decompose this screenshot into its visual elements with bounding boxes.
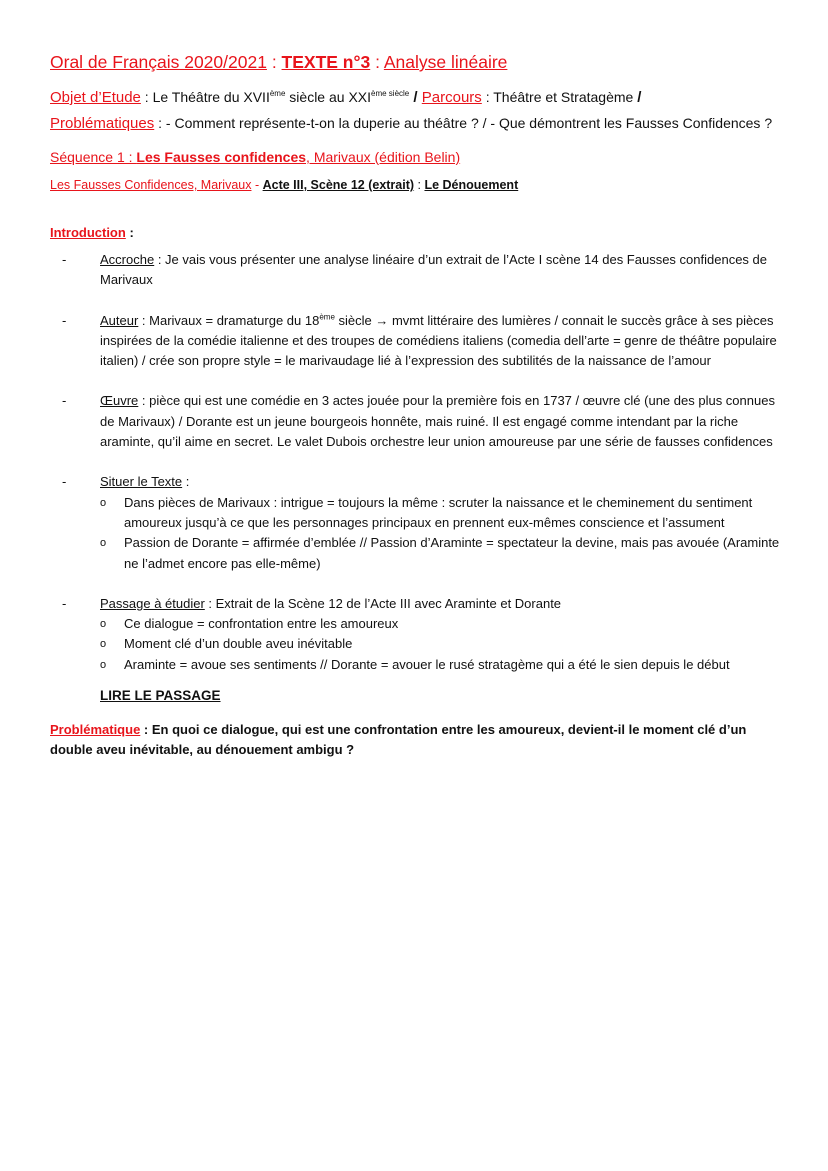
passage-label: Passage à étudier [100,595,205,611]
document-page [50,50,780,760]
accroche-label: Accroche [100,252,155,267]
sub-item: o Ce dialogue = confrontation entre les amoureux [100,614,780,634]
oeuvre-label: Œuvre [100,393,139,409]
problematiques-label: Problématiques [50,115,155,132]
objet-label: Objet d’Etude [50,89,141,106]
title-texte: TEXTE n°3 [281,52,371,72]
parcours-label: Parcours [421,89,482,106]
introduction-heading: Introduction : [50,225,134,240]
sub-item: o Moment clé d’un double aveu inévitable [100,634,780,654]
problematique-text: En quoi ce dialogue, qui est une confrontation entre les amoureux, devient-il le moment clé d’un double aveu inévitable, au dénouement ambigu ? [50,722,747,758]
objet-etude-block: Objet d’Etude : Le Théâtre du XVIIème siècle au $XXI^{ème siècle}$ / Parcours : Théâtre et Stratagème / Problématiques : - Comment représente-t-on la duperie au théâtre ? / - Que démontrent les Fausses Confidences ? [50,89,773,132]
title-analyse: Analyse linéaire [383,52,508,72]
sequence-title: Les Fausses confidences [136,149,307,165]
extrait-line: Les Fausses Confidences, Marivaux - Acte III, Scène 12 (extrait) : Le Dénouement [50,178,519,192]
sub-item: o Dans pièces de Marivaux : intrigue = toujours la même : scruter la naissance et le cheminement du sentiment amoureux jusqu’à ce que les personnages principaux en prennent eux-mêmes conscience et l’assument [100,493,780,534]
sub-item: o Passion de Dorante = affirmée d’emblée // Passion d’Araminte = spectateur la devine, mais pas avouée (Araminte ne l’admet encore pas elle-même) [100,533,780,574]
situer-sublist [100,493,780,574]
introduction-list [50,250,780,675]
list-item-oeuvre: - Œuvre : pièce qui est une comédie en 3 actes jouée pour la première fois en 1737 / œuvre clé (une des plus connues de Marivaux) / Dorante est un jeune bourgeois honnête, mais ruiné. Il est engagé comme intendant par la riche araminte, qu’il aime en secret. Le valet Dubois orchestre leur union amoureuse par une série de fausses confidences [50,391,780,452]
sequence-line: Séquence 1 : Les Fausses confidences, Marivaux (édition Belin) [50,149,461,165]
list-item-situer: - Situer le Texte : o Dans pièces de Marivaux : intrigue = toujours la même : scruter la naissance et le cheminement du sentiment amoureux jusqu’à ce que les personnages principaux en prennent eux-mêmes conscience et l’assument o Passion de Dorante = affirmée d’emblée // Passion d’Araminte = spectateur la devine, mais pas avouée (Araminte ne l’admet encore pas elle-même) [50,472,780,573]
lire-le-passage: LIRE LE PASSAGE [100,688,221,704]
problematique-block: Problématique : En quoi ce dialogue, qui est une confrontation entre les amoureux, devient-il le moment clé d’un double aveu inévitable, au dénouement ambigu ? [50,722,747,758]
list-item-accroche: - Accroche : Je vais vous présenter une analyse linéaire d’un extrait de l’Acte I scène 14 des Fausses confidences de Marivaux [50,250,780,291]
auteur-label: Auteur [100,312,139,328]
problematique-label: Problématique [50,722,141,738]
problematiques-text: : - Comment représente-t-on la duperie au théâtre ? / - Que démontrent les Fausses Confidences ? [154,115,773,131]
situer-label: Situer le Texte [100,474,183,490]
extrait-titre: Le Dénouement [424,178,519,192]
extrait-acte: Acte III, Scène 12 (extrait) [262,178,415,192]
sub-item: o Araminte = avoue ses sentiments // Dorante = avouer le rusé stratagème qui a été le sien depuis le début [100,655,780,675]
list-item-auteur: - Auteur : Marivaux = dramaturge du 18ème siècle → mvmt littéraire des lumières / connait le succès grâce à ses pièces inspirées de la comédie italienne et des troupes de comédiens italiens (comedia dell’arte = genre de théâtre populaire italien) / crée son propre style = le marivaudage lié à l’expression des subtilités de la naissance de l’amour [50,311,780,372]
passage-sublist [100,614,780,675]
document-title: Oral de Français 2020/2021 : TEXTE n°3 : Analyse linéaire [50,52,508,72]
list-item-passage: - Passage à étudier : Extrait de la Scène 12 de l’Acte III avec Araminte et Dorante o Ce dialogue = confrontation entre les amoureux o Moment clé d’un double aveu inévitable o Araminte = avoue ses sentiments // Dorante = avouer le rusé stratagème qui a été le sien depuis le début [50,594,780,675]
title-oral: Oral de Français 2020/2021 [50,52,267,72]
